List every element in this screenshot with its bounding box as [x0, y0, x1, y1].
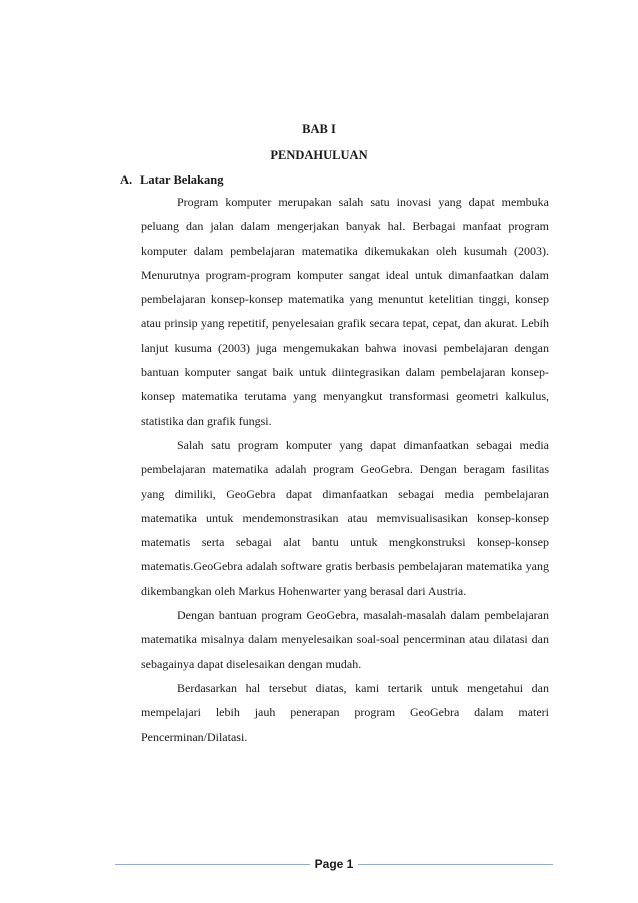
page-number: Page 1	[314, 857, 354, 871]
section-number: A.	[120, 173, 133, 187]
footer-rule-right	[358, 864, 553, 865]
page-footer	[115, 856, 553, 874]
paragraph: Dengan bantuan program GeoGebra, masalah-masalah dalam pembelajaran matematika misalnya dalam menyelesaikan soal-soal pencerminan atau dilatasi dan sebagainya dapat diselesaikan dengan mudah.	[141, 608, 549, 671]
chapter-label: BAB I	[302, 122, 336, 136]
body-text	[141, 190, 549, 749]
paragraph: Program komputer merupakan salah satu inovasi yang dapat membuka peluang dan jalan dalam mengerjakan banyak hal. Berbagai manfaat program komputer dalam pembelajaran matematika dikemukakan oleh kusumah (2003). Menurutnya program-program komputer sangat ideal untuk dimanfaatkan dalam pembelajaran konsep-konsep matematika yang menuntut ketelitian tinggi, konsep atau prinsip yang repetitif, penyelesaian grafik secara tepat, cepat, dan akurat. Lebih lanjut kusuma (2003) juga mengemukakan bahwa inovasi pembelajaran dengan bantuan komputer sangat baik untuk diintegrasikan dalam pembelajaran konsep-konsep matematika terutama yang menyangkut transformasi geometri kalkulus, statistika dan grafik fungsi.	[141, 195, 549, 428]
section-title: Latar Belakang	[140, 173, 224, 187]
section-heading	[120, 173, 223, 188]
paragraph: Salah satu program komputer yang dapat dimanfaatkan sebagai media pembelajaran matematika adalah program GeoGebra. Dengan beragam fasilitas yang dimiliki, GeoGebra dapat dimanfaatkan sebagai media pembelajaran matematika untuk mendemonstrasikan atau memvisualisasikan konsep-konsep matematis serta sebagai alat bantu untuk mengkonstruksi konsep-konsep matematis.GeoGebra adalah software gratis berbasis pembelajaran matematika yang dikembangkan oleh Markus Hohenwarter yang berasal dari Austria.	[141, 437, 549, 598]
chapter-title: PENDAHULUAN	[270, 148, 368, 162]
paragraph: Berdasarkan hal tersebut diatas, kami tertarik untuk mengetahui dan mempelajari lebih jauh penerapan program GeoGebra dalam materi Pencerminan/Dilatasi.	[141, 680, 549, 744]
